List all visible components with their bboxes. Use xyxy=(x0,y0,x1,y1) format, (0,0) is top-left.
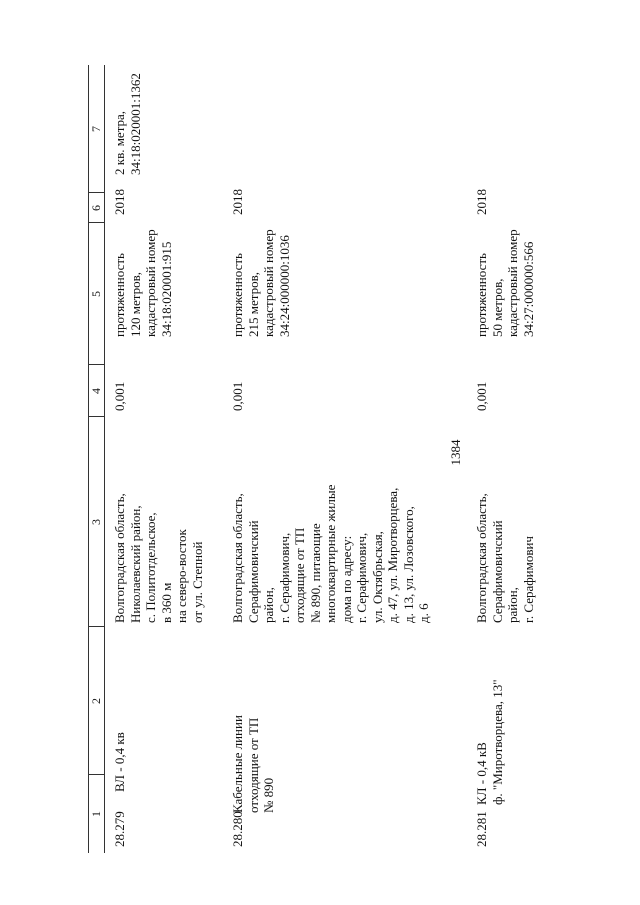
column-number: 5 xyxy=(89,291,103,297)
object-description: протяженность 215 метров, кадастровый номер 34:24:000000:1036 xyxy=(230,229,292,337)
object-description: протяженность 50 метров, кадастровый номер 34:27:000000:566 xyxy=(474,229,536,337)
table-header-rule xyxy=(104,65,105,853)
object-year: 2018 xyxy=(230,189,245,215)
object-year: 2018 xyxy=(112,189,127,215)
page-number: 1384 xyxy=(448,439,463,466)
table-row xyxy=(230,0,460,905)
row-number: 28.280 xyxy=(230,811,245,847)
column-number: 6 xyxy=(89,205,103,211)
object-location: Волгоградская область, Серафимовичский район, г. Серафимович xyxy=(474,493,536,623)
row-number: 28.281 xyxy=(474,811,489,847)
object-year: 2018 xyxy=(474,189,489,215)
object-name: КЛ - 0,4 кВ ф. "Миротворцева, 13" xyxy=(474,679,505,805)
object-value: 0,001 xyxy=(112,381,127,411)
object-location: Волгоградская область, Серафимовичский район, г. Серафимович, отходящие от ТП № 890, питающие многоквартирные жилые дома по адресу: г. Серафимович, ул. Октябрьская, д. 47, ул. Миротворцева, д. 13, ул. Лозовского, д. 6 xyxy=(230,484,431,623)
object-note: 2 кв. метра, 34:18:020001:1362 xyxy=(112,73,143,175)
object-location: Волгоградская область, Николаевский район, с. Политотдельское, в 360 м на северо-восток от ул. Степной xyxy=(112,493,205,623)
object-name: ВЛ - 0,4 кв xyxy=(112,732,127,792)
column-number: 1 xyxy=(89,811,103,817)
column-number: 7 xyxy=(89,126,103,132)
table-row xyxy=(112,0,242,905)
object-name: Кабельные линии отходящие от ТП № 890 xyxy=(230,715,276,813)
column-number: 2 xyxy=(89,698,103,704)
object-value: 0,001 xyxy=(230,381,245,411)
column-number: 3 xyxy=(89,519,103,525)
column-number: 4 xyxy=(89,388,103,394)
object-value: 0,001 xyxy=(474,381,489,411)
object-description: протяженность 120 метров, кадастровый номер 34:18:020001:915 xyxy=(112,229,174,337)
table-row xyxy=(474,0,554,905)
row-number: 28.279 xyxy=(112,811,127,847)
